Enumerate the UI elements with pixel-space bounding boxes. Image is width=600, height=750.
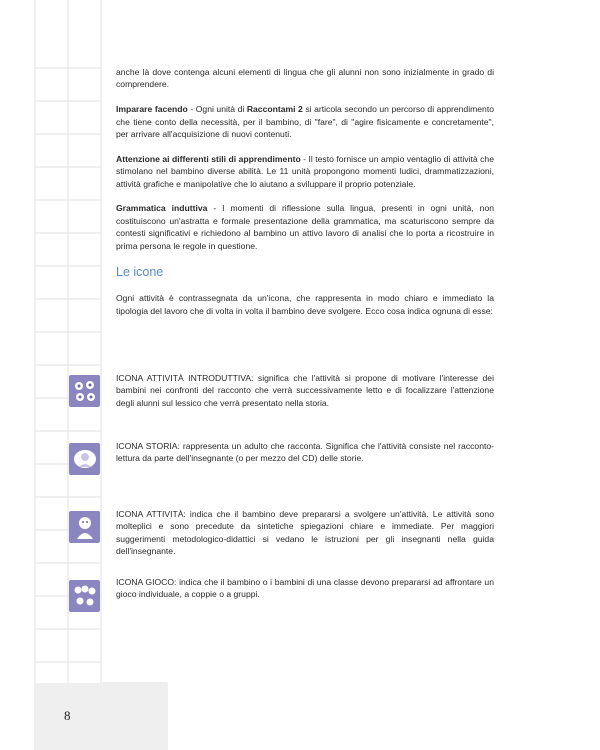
icon-description-activity: ICONA ATTIVITÀ: indica che il bambino deve prepararsi a svolgere un'attività. Le attività sono molteplici e sono precedute da sintetiche spiegazioni chiare e immediate. Per maggiori suggerimenti metodologico-didattici si vedano le istruzioni per gli insegnanti nella guida dell'insegnante. [116, 509, 494, 557]
paragraph-learning-by-doing [116, 103, 494, 140]
story-icon [69, 443, 100, 475]
page-number-box [35, 683, 167, 750]
paragraph-text: si articola secondo un percorso di apprendimento che tiene conto della necessità, per il bambino, di "fare", di "agire fisicamente e concretamente", per arrivare all'acquisizione di nuovi contenuti. [116, 104, 494, 140]
activity-icon [69, 511, 100, 543]
game-icon [69, 580, 100, 612]
paragraph-inductive-grammar [116, 202, 494, 252]
icon-description-story: ICONA STORIA: rappresenta un adulto che racconta. Significa che l'attività consiste nel racconto-lettura da parte dell'insegnante (o per mezzo del CD) delle storie. [116, 441, 494, 464]
book-title: Raccontami 2 [246, 104, 303, 115]
paragraph-text: anche là dove contenga alcuni elementi di lingua che gli alunni non sono inizialmente in grado di comprendere. [116, 67, 494, 90]
paragraph-text: - Ogni unità di [187, 104, 247, 115]
paragraph-title: Attenzione ai differenti stili di apprendimento [116, 153, 301, 164]
paragraph-title: Grammatica induttiva [116, 203, 208, 214]
body-text [116, 66, 494, 330]
paragraph-learning-styles [116, 153, 494, 190]
icons-intro: Ogni attività è contrassegnata da un'icona, che rappresenta in modo chiaro e immediato la tipologia del lavoro che di volta in volta il bambino deve svolgere. Ecco cosa indica ognuna di esse: [116, 293, 494, 316]
paragraph-title: Imparare facendo [116, 104, 188, 115]
paragraph-continuation [116, 66, 494, 91]
icon-description-game: ICONA GIOCO: indica che il bambino o i bambini di una classe devono prepararsi ad affrontare un gioco individuale, a coppie o a gruppi. [116, 577, 494, 600]
icon-description-introductory: ICONA ATTIVITÀ INTRODUTTIVA: significa che l'attività si propone di motivare l'interesse dei bambini nei confronti del racconto che verrà successivamente letto e di focalizzare l'attenzione degli alunni sul lessico che verrà presentato nella storia. [116, 373, 494, 408]
paragraph-text: - I momenti di riflessione sulla lingua, presenti in ogni unità, non costituiscono un'astratta e formale presentazione della grammatica, ma scaturiscono sempre da contesti significativi e richiedono al bambino un attivo lavoro di analisi che lo porta a ricostruire in prima persona le regole in questione. [116, 203, 494, 251]
page-number: 8 [64, 708, 71, 723]
introductory-activity-icon [69, 375, 100, 407]
section-heading: Le icone [116, 265, 164, 280]
paragraph-text: - Il testo fornisce un ampio ventaglio di attività che stimolano nel bambino diverse abilità. Le 11 unità propongono momenti ludici, drammatizzazioni, attività grafiche e manipolative che lo aiutano a sviluppare il proprio potenziale. [116, 153, 494, 189]
